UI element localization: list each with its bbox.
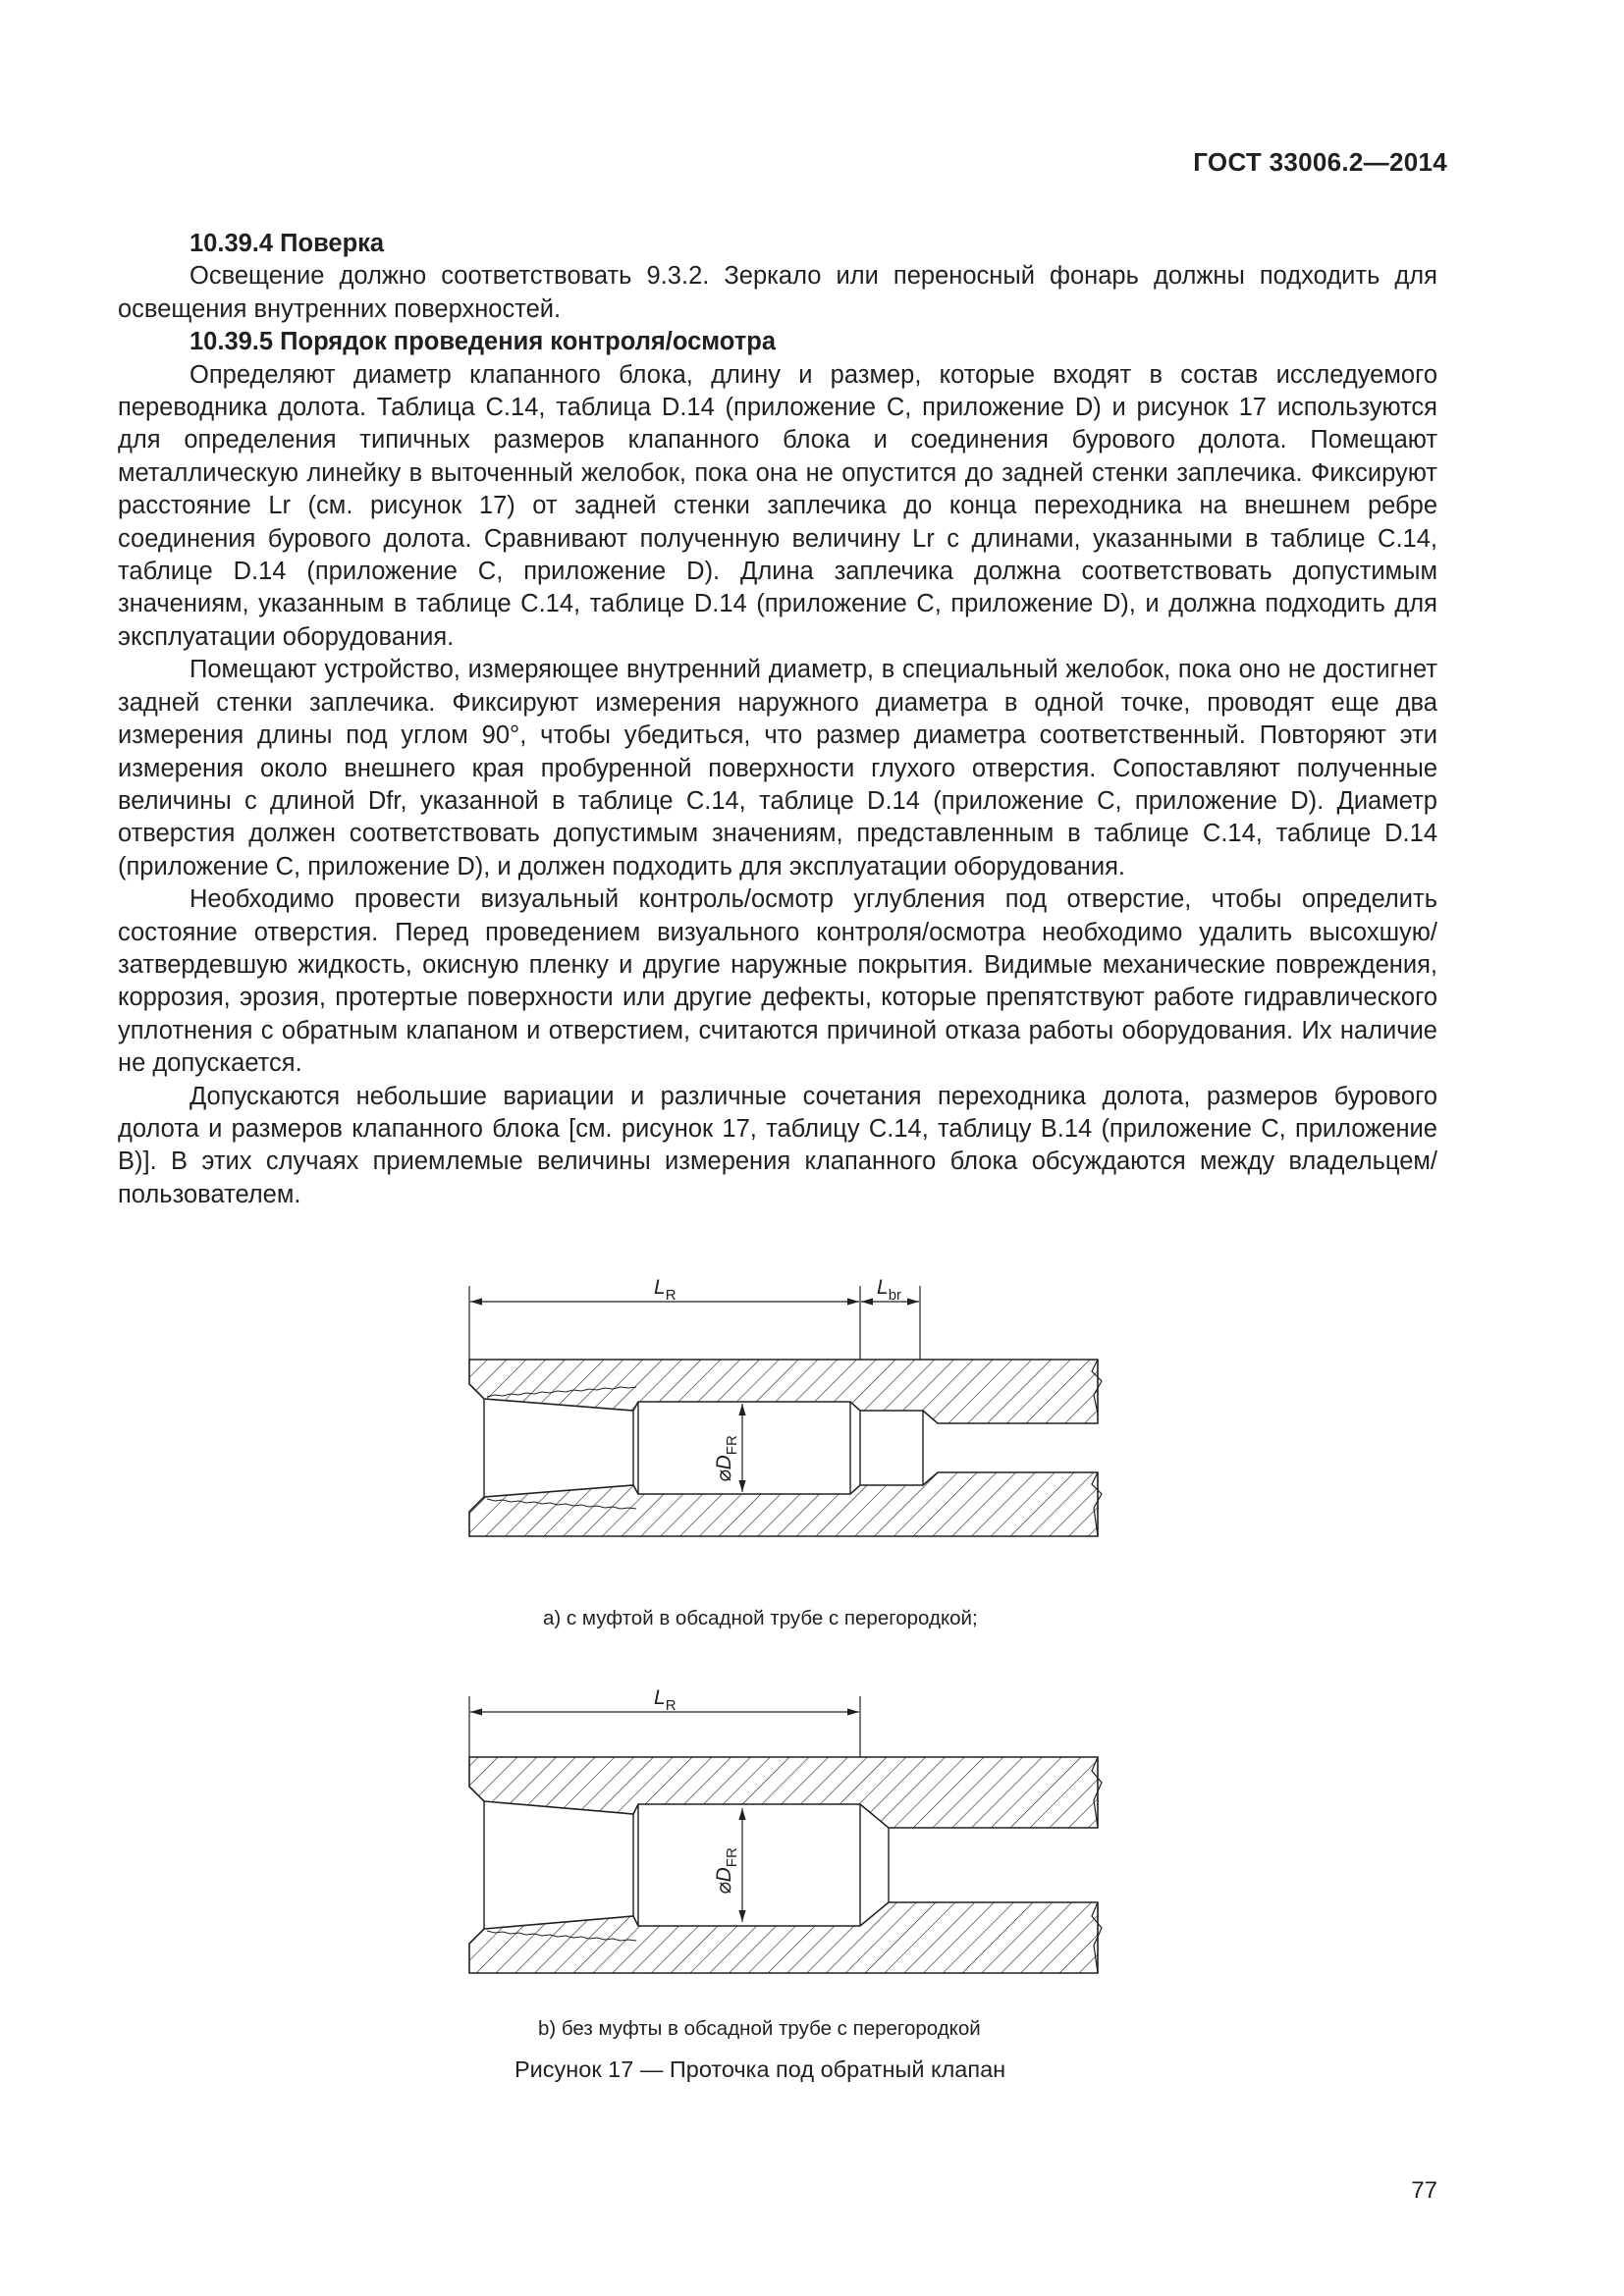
section-heading: 10.39.5 Порядок проведения контроля/осмотра	[189, 328, 776, 356]
diagram-b	[469, 1686, 1102, 1973]
figure-caption-b: b) без муфты в обсадной трубе с перегородкой	[538, 2017, 981, 2040]
page-number: 77	[1411, 2177, 1437, 2204]
dim-label-lr: $L_R$	[654, 1276, 677, 1304]
dim-label-dfr: $⌀D_{FR}$	[713, 1847, 740, 1895]
paragraph: Освещение должно соответствовать 9.3.2. Зеркало или переносный фонарь должны подходить для освещения внутренних поверхностей.	[118, 262, 1437, 323]
paragraph: Необходимо провести визуальный контроль/осмотр углубления под отверстие, чтобы определить состояние отверстия. Перед проведением визуального контроля/осмотра необходимо удалить высохшую/затвердевшую жидкость, окисную пленку и другие наружные покрытия. Видимые механические повреждения, коррозия, эрозия, протертые поверхности или другие дефекты, которые препятствуют работе гидравлического уплотнения с обратным клапаном и отверстием, считаются причиной отказа работы оборудования. Их наличие не допускается.	[118, 885, 1437, 1078]
document-header: ГОСТ 33006.2—2014	[1193, 147, 1447, 177]
dim-label-lbr: $L_{br}$	[877, 1276, 902, 1304]
paragraph: Определяют диаметр клапанного блока, длину и размер, которые входят в состав исследуемого переводника долота. Таблица С.14, таблица D.14 (приложение С, приложение D) и рисунок 17 используются для определения типичных размеров клапанного блока и соединения бурового долота. Помещают металлическую линейку в выточенный желобок, пока она не опустится до задней стенки заплечика. Фиксируют расстояние Lr (см. рисунок 17) от задней стенки заплечика до конца переходника на внешнем ребре соединения бурового долота. Сравнивают полученную величину Lr с длинами, указанными в таблице С.14, таблице D.14 (приложение С, приложение D). Длина заплечика должна соответствовать допустимым значениям, указанным в таблице С.14, таблице D.14 (приложение С, приложение D), и должна подходить для эксплуатации оборудования.	[118, 360, 1437, 651]
dim-label-dfr: $⌀D_{FR}$	[713, 1435, 740, 1482]
figure-title: Рисунок 17 — Проточка под обратный клапан	[514, 2056, 1006, 2082]
diagram-a	[469, 1276, 1102, 1536]
paragraph: Допускаются небольшие вариации и различные сочетания переходника долота, размеров бурового долота и размеров клапанного блока [см. рисунок 17, таблицу С.14, таблицу В.14 (приложение С, приложение В)]. В этих случаях приемлемые величины измерения клапанного блока обсуждаются между владельцем/пользователем.	[118, 1082, 1437, 1208]
section-heading: 10.39.4 Поверка	[189, 230, 385, 257]
dim-label-lr: $L_R$	[654, 1686, 677, 1714]
paragraph: Помещают устройство, измеряющее внутренний диаметр, в специальный желобок, пока оно не достигнет задней стенки заплечика. Фиксируют измерения наружного диаметра в одной точке, проводят еще два измерения длины под углом 90°, чтобы убедиться, что размер диаметра соответственный. Повторяют эти измерения около внешнего края пробуренной поверхности глухого отверстия. Сопоставляют полученные величины с длиной Dfr, указанной в таблице С.14, таблице D.14 (приложение С, приложение D). Диаметр отверстия должен соответствовать допустимым значениям, представленным в таблице С.14, таблице D.14 (приложение С, приложение D), и должен подходить для эксплуатации оборудования.	[118, 656, 1437, 881]
figure-caption-a: a) с муфтой в обсадной трубе с перегородкой;	[543, 1607, 978, 1629]
